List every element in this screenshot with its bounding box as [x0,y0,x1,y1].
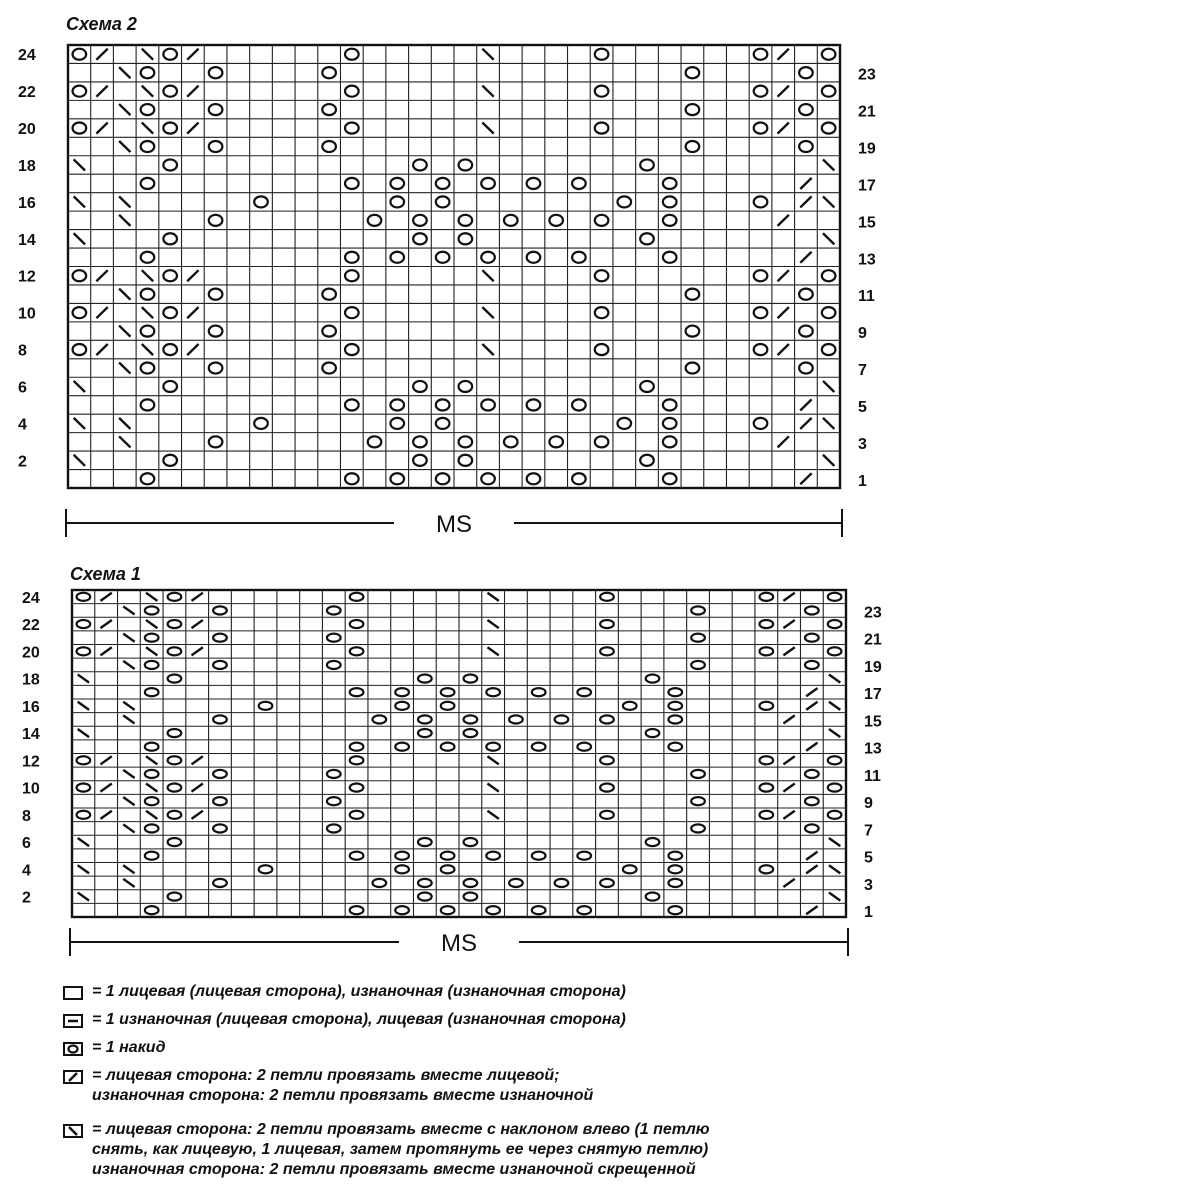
chart-2-row-number-right: 17 [864,686,882,704]
chart-2-row-number-right: 7 [864,822,873,840]
legend-item-ssk [62,1120,1162,1180]
chart-2-row-number-right: 11 [864,767,881,785]
chart-1-row-number-right: 9 [858,325,867,343]
chart-1-row-number-left: 22 [18,84,36,102]
chart-1-row-number-right: 13 [858,251,876,269]
chart-2-row-number-left: 12 [22,753,40,771]
chart-2-row-number-left: 18 [22,671,40,689]
chart-1-row-number-right: 19 [858,140,876,158]
chart-1-row-number-right: 11 [858,288,875,306]
chart-1-row-number-right: 3 [858,435,867,453]
chart-1-row-number-right: 17 [858,177,876,195]
chart-2-row-number-right: 21 [864,631,882,649]
chart-1-row-number-left: 16 [18,194,36,212]
chart-1-row-number-left: 18 [18,157,36,175]
chart-2-row-number-right: 9 [864,795,873,813]
chart-2-row-number-left: 22 [22,617,40,635]
k2tog-symbol-icon [62,1069,84,1085]
yarn-over-symbol-icon [62,1041,84,1057]
legend-text: = 1 изнаночная (лицевая сторона), лицевая (изнаночная сторона) [92,1011,626,1028]
legend-item-yarn-over [62,1038,1162,1058]
chart-1-row-number-right: 15 [858,214,876,232]
chart-grid-2 [22,590,882,957]
chart-1-row-number-left: 8 [18,342,27,360]
chart-2-row-number-left: 6 [22,835,31,853]
chart-2-row-number-left: 24 [22,589,40,607]
chart-1-row-number-left: 12 [18,268,36,286]
chart-2-row-number-right: 5 [864,849,873,867]
chart-1-ms-label: MS [436,511,472,538]
diagram-1-title: Схема 2 [66,14,137,34]
chart-1-row-number-left: 4 [18,416,27,434]
diagram-2-title: Схема 1 [70,564,141,584]
purl-symbol-icon [62,1013,84,1029]
legend-text: изнаночная сторона: 2 петли провязать вместе изнаночной [92,1087,594,1104]
knit-symbol-icon [62,985,84,1001]
chart-2-row-number-left: 2 [22,889,31,907]
chart-1-row-number-right: 1 [858,472,867,490]
chart-2-row-number-left: 4 [22,862,31,880]
legend-text: = лицевая сторона: 2 петли провязать вместе с наклоном влево (1 петлю [92,1121,710,1138]
legend-item-purl [62,1010,1162,1030]
chart-2-row-number-left: 16 [22,698,40,716]
chart-2-row-number-right: 23 [864,604,882,622]
chart-1-row-number-left: 10 [18,305,36,323]
legend-item-knit [62,982,1162,1002]
ssk-symbol-icon [62,1123,84,1139]
chart-grid-1 [18,45,876,538]
legend-text: снять, как лицевую, 1 лицевая, затем протянуть ее через снятую петлю) [92,1141,709,1158]
chart-1-row-number-left: 14 [18,231,36,249]
chart-2-row-number-right: 13 [864,740,882,758]
legend-item-k2tog [62,1066,1162,1106]
chart-2-row-number-right: 19 [864,658,882,676]
legend-text: = 1 накид [92,1039,166,1056]
chart-1-row-number-left: 6 [18,379,27,397]
legend-text: = лицевая сторона: 2 петли провязать вместе лицевой; [92,1067,560,1084]
legend [62,982,1162,1186]
legend-text: изнаночная сторона: 2 петли провязать вместе изнаночной скрещенной [92,1161,696,1178]
chart-1-row-number-right: 21 [858,103,876,121]
chart-2-row-number-left: 10 [22,780,40,798]
chart-1-row-number-left: 20 [18,121,36,139]
chart-2-row-number-right: 1 [864,904,873,922]
chart-2-ms-label: MS [441,930,477,957]
legend-text: = 1 лицевая (лицевая сторона), изнаночная (изнаночная сторона) [92,983,626,1000]
chart-1-row-number-left: 2 [18,453,27,471]
chart-1-row-number-right: 7 [858,362,867,380]
chart-2-row-number-left: 14 [22,726,40,744]
chart-2-row-number-left: 20 [22,644,40,662]
chart-1-row-number-right: 5 [858,398,867,416]
chart-2-row-number-left: 8 [22,807,31,825]
chart-1-row-number-right: 23 [858,66,876,84]
chart-1-row-number-left: 24 [18,47,36,65]
chart-2-row-number-right: 3 [864,876,873,894]
chart-2-row-number-right: 15 [864,713,882,731]
